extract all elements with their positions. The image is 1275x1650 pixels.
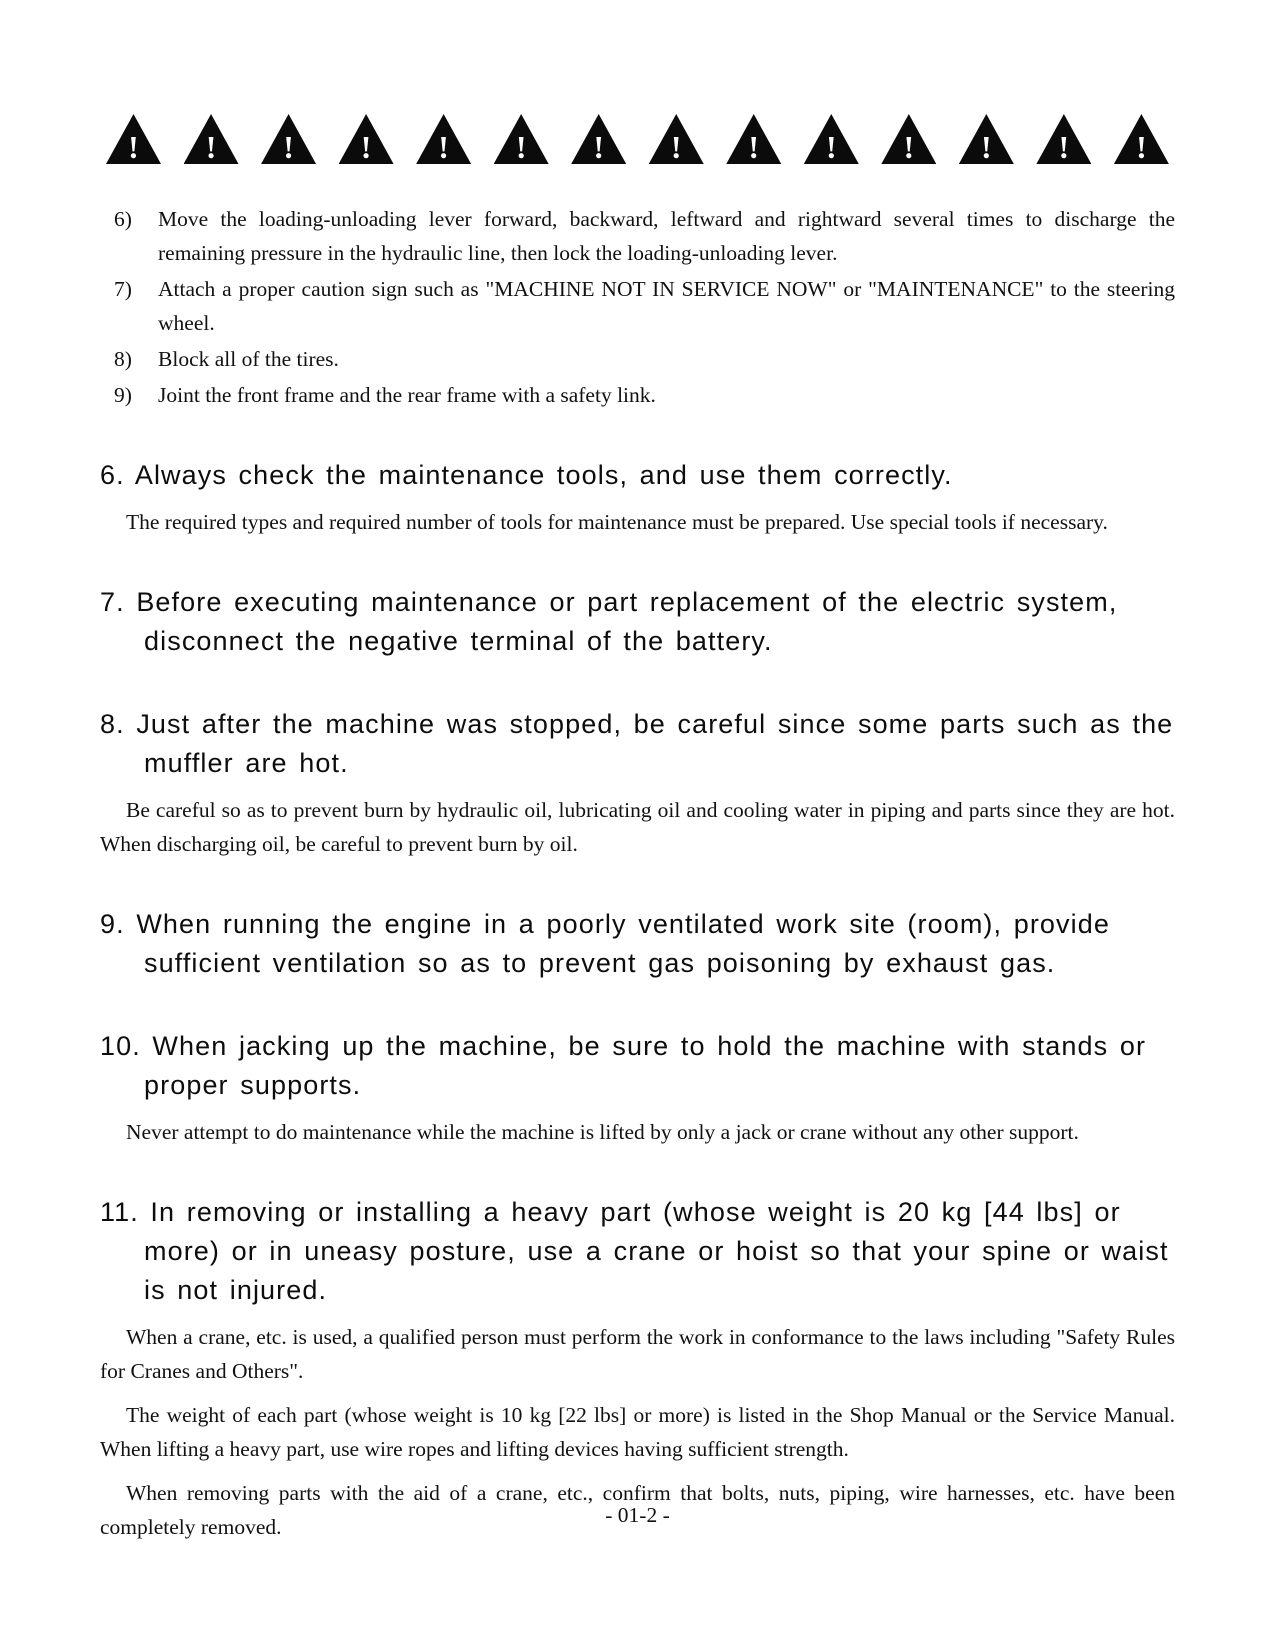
- list-item-text: Move the loading-unloading lever forward, backward, leftward and rightward several times to discharge the remaining pressure in the hydraulic line, then lock the loading-unloading lever.: [158, 207, 1175, 265]
- warning-triangle-icon: [339, 114, 394, 164]
- warning-triangle-icon: [959, 114, 1014, 164]
- numbered-list: [100, 202, 1175, 412]
- section-heading: 11. In removing or installing a heavy part (whose weight is 20 kg [44 lbs] or more) or in uneasy posture, use a crane or hoist so that your spine or waist is not injured.: [100, 1197, 1169, 1305]
- warning-triangle-icon: [1036, 114, 1091, 164]
- paragraph: The required types and required number of tools for maintenance must be prepared. Use special tools if necessary.: [126, 510, 1108, 534]
- paragraph: Be careful so as to prevent burn by hydraulic oil, lubricating oil and cooling water in piping and parts since they are hot. When discharging oil, be careful to prevent burn by oil.: [100, 798, 1175, 856]
- list-item: [100, 272, 1175, 340]
- list-item: [100, 342, 1175, 376]
- paragraph: The weight of each part (whose weight is 10 kg [22 lbs] or more) is listed in the Shop Manual or the Service Manual. When lifting a heavy part, use wire ropes and lifting devices having sufficient strength.: [100, 1403, 1175, 1461]
- section: [100, 583, 1175, 661]
- list-item-number: 9): [114, 383, 132, 407]
- warning-triangle-icon: [261, 114, 316, 164]
- list-item-text: Attach a proper caution sign such as "MACHINE NOT IN SERVICE NOW" or "MAINTENANCE" to the steering wheel.: [158, 277, 1175, 335]
- section-heading: 10. When jacking up the machine, be sure to hold the machine with stands or proper supports.: [100, 1031, 1147, 1100]
- paragraph: When removing parts with the aid of a crane, etc., confirm that bolts, nuts, piping, wire harnesses, etc. have been completely removed.: [100, 1481, 1175, 1539]
- warning-triangle-icon: [106, 114, 161, 164]
- paragraph: Never attempt to do maintenance while the machine is lifted by only a jack or crane without any other support.: [126, 1120, 1079, 1144]
- page-number: - 01-2 -: [605, 1503, 670, 1527]
- section: [100, 1027, 1175, 1149]
- warning-triangle-icon: [1114, 114, 1169, 164]
- list-item-text: Joint the front frame and the rear frame with a safety link.: [158, 383, 656, 407]
- warning-triangle-icon: [726, 114, 781, 164]
- list-item: [100, 378, 1175, 412]
- warning-triangle-icon: [416, 114, 471, 164]
- warning-triangle-icon: [804, 114, 859, 164]
- section-heading: 9. When running the engine in a poorly ventilated work site (room), provide sufficient ventilation so as to prevent gas poisoning by exhaust gas.: [100, 909, 1110, 978]
- section-heading: 8. Just after the machine was stopped, be careful since some parts such as the muffler are hot.: [100, 709, 1174, 778]
- list-item-number: 8): [114, 347, 132, 371]
- warning-triangle-icon: [184, 114, 239, 164]
- list-item-number: 7): [114, 277, 132, 301]
- warning-triangle-icon: [494, 114, 549, 164]
- warning-icon-row: [100, 112, 1175, 164]
- section-heading: 7. Before executing maintenance or part replacement of the electric system, disconnect the negative terminal of the battery.: [100, 587, 1118, 656]
- section: [100, 905, 1175, 983]
- section: [100, 1193, 1175, 1544]
- section-heading: 6. Always check the maintenance tools, and use them correctly.: [100, 460, 953, 490]
- list-item-text: Block all of the tires.: [158, 347, 339, 371]
- section: [100, 705, 1175, 861]
- warning-triangle-icon: [881, 114, 936, 164]
- list-item-number: 6): [114, 207, 132, 231]
- warning-triangle-icon: [571, 114, 626, 164]
- paragraph: When a crane, etc. is used, a qualified person must perform the work in conformance to the laws including "Safety Rules for Cranes and Others".: [100, 1325, 1175, 1383]
- section: [100, 456, 1175, 539]
- list-item: [100, 202, 1175, 270]
- warning-triangle-icon: [649, 114, 704, 164]
